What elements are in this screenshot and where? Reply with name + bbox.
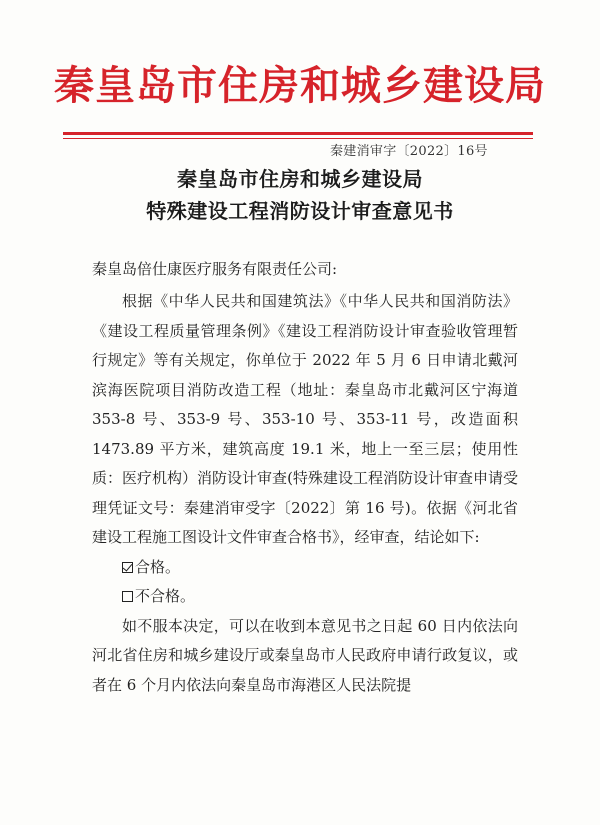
option-fail-label: 不合格。: [135, 587, 196, 605]
masthead-rule-thick: [63, 132, 533, 135]
body-paragraph-1: 根据《中华人民共和国建筑法》《中华人民共和国消防法》《建设工程质量管理条例》《建设工程消防设计审查验收管理暂行规定》等有关规定，你单位于 2022 年 5 月 6 日申请北戴河滨海医院项目消防改造工程（地址：秦皇岛市北戴河区宁海道 353-8 号、353-9 号、353-10 号、353-11 号，改造面积 1473.89 平方米，建筑高度 19.1 米，地上一至三层；使用性质：医疗机构）消防设计审查(特殊建设工程消防设计审查申请受理凭证文号：秦建消审受字〔2022〕第 16 号)。依据《河北省建设工程施工图设计文件审查合格书》，经审查，结论如下:: [92, 292, 518, 546]
addressee: 秦皇岛倍仕康医疗服务有限责任公司:: [92, 260, 338, 278]
option-fail: [92, 582, 518, 612]
agency-masthead: 秦皇岛市住房和城乡建设局: [54, 63, 546, 109]
option-pass-label: 合格。: [135, 557, 181, 576]
body-paragraph-2: 如不服本决定，可以在收到本意见书之日起 60 日内依法向河北省住房和城乡建设厅或秦皇岛市人民政府申请行政复议，或者在 6 个月内依法向秦皇岛市海港区人民法院提: [92, 616, 518, 694]
document-title-line-2: 特殊建设工程消防设计审查意见书: [146, 199, 454, 223]
fail-checkbox-icon: [122, 591, 133, 602]
pass-checkbox-icon: [122, 562, 133, 573]
document-number: 秦建消审字〔2022〕16号: [330, 144, 488, 159]
body-text: [92, 287, 518, 700]
option-pass: [92, 553, 518, 583]
masthead-rule-thin: [63, 138, 533, 139]
document-title-line-1: 秦皇岛市住房和城乡建设局: [177, 167, 423, 191]
